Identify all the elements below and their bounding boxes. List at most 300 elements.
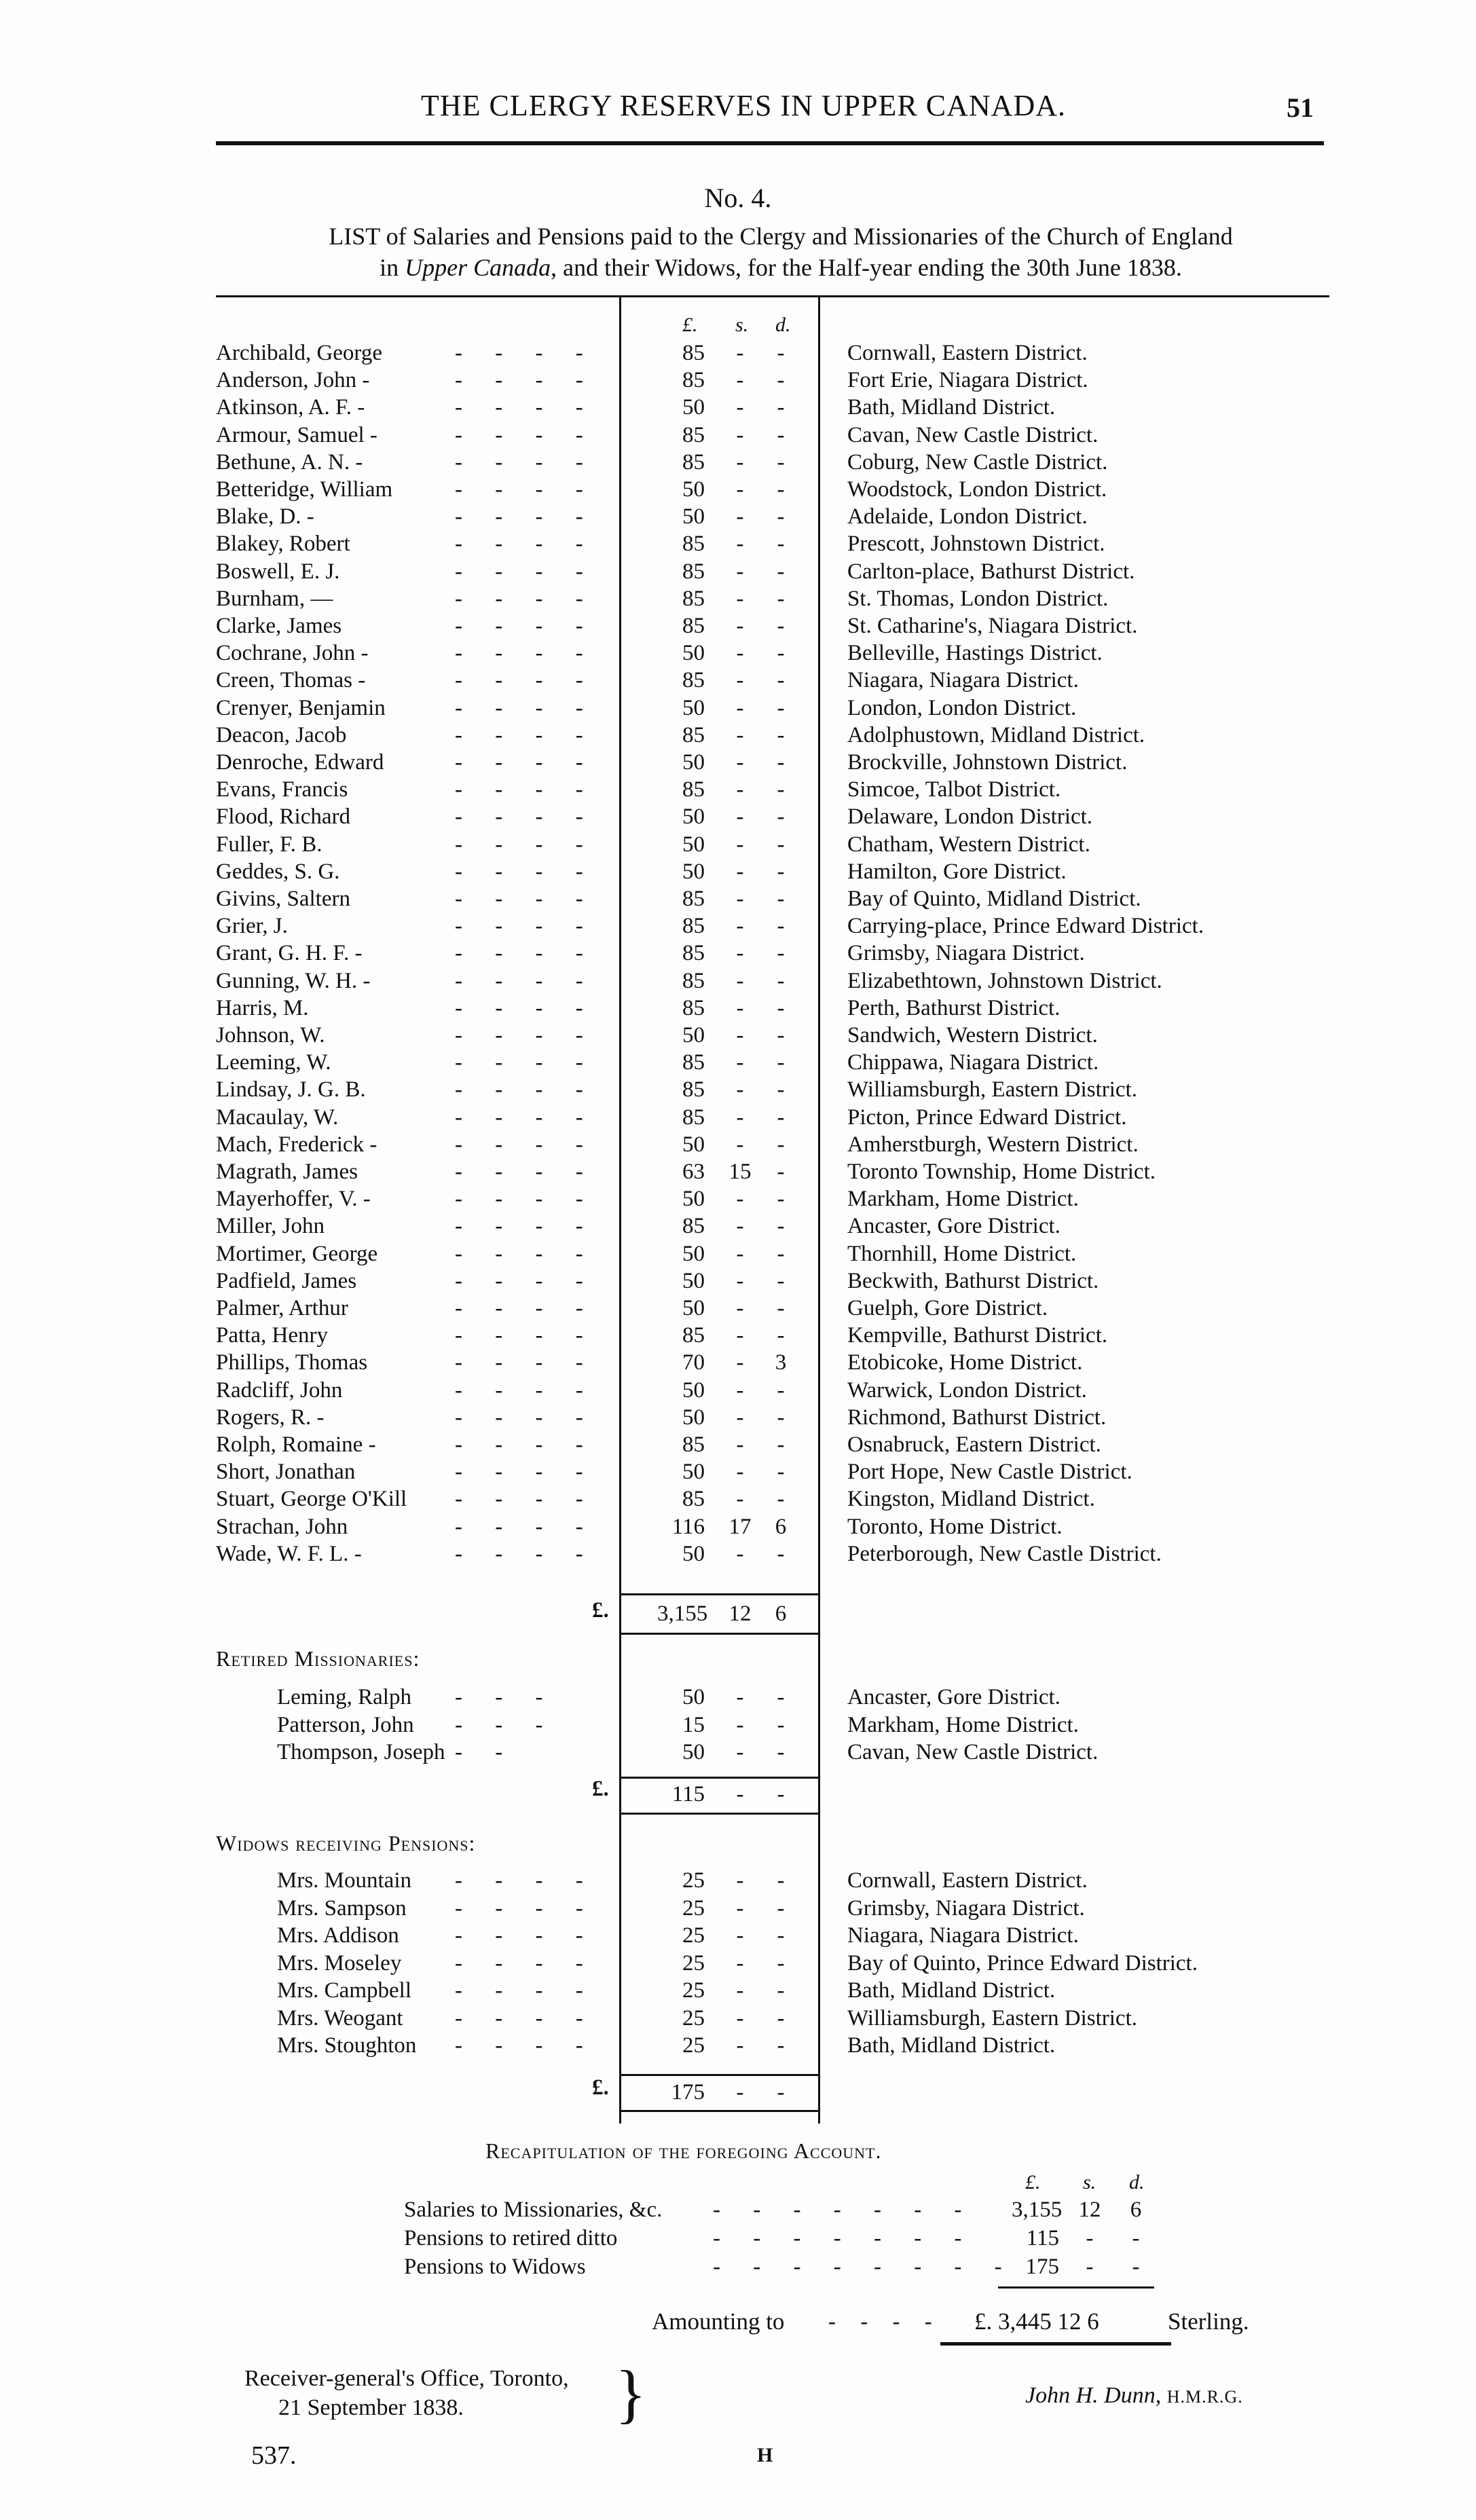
signature: John H. Dunn, H.M.R.G. [1025,2383,1243,2408]
clergy-row-shillings: - [736,614,744,638]
clergy-row-pounds: 85 [682,968,705,993]
clergy-row-pence: - [777,1405,785,1430]
clergy-row-dots: - - - - [455,1487,597,1512]
clergy-row-pounds: 50 [682,1132,705,1157]
clergy-row-name: Denroche, Edward [216,750,384,775]
clergy-row-place: Simcoe, Talbot District. [847,777,1061,802]
clergy-row-pence: - [777,1541,785,1566]
clergy-row-pounds: 50 [682,1187,705,1212]
clergy-row-name: Rogers, R. - [216,1405,325,1430]
widow-row-pence: - [777,1923,785,1948]
clergy-row-name: Padfield, James [216,1268,357,1293]
clergy-row-place: Delaware, London District. [847,804,1093,830]
clergy-row-shillings: 15 [728,1160,752,1184]
recap-row-pounds: 115 [1026,2226,1059,2250]
clergy-row-shillings: - [736,968,744,993]
widows-total-pounds: 175 [671,2080,705,2105]
retired-row-place: Cavan, New Castle District. [847,1740,1099,1764]
clergy-row-shillings: - [736,1432,744,1457]
clergy-row-dots: - - - - [455,722,597,747]
clergy-row-pence: - [777,477,785,502]
clergy-row-shillings: - [736,1214,744,1239]
clergy-row-shillings: - [736,1187,744,1212]
clergy-row-pence: - [777,859,785,884]
clergy-row-shillings: - [736,1541,744,1566]
clergy-row-shillings: - [736,859,744,884]
recap-row-pence: - [1132,2255,1140,2279]
clergy-row-pence: - [777,532,785,557]
clergy-row-name: Mortimer, George [216,1241,378,1266]
clergy-row-pence: - [777,804,785,830]
clergy-row-shillings: - [736,1077,744,1102]
clergy-row-place: Perth, Bathurst District. [847,995,1060,1020]
clergy-total-symbol: £. [592,1598,609,1623]
retired-row-dots: - - [455,1740,517,1764]
clergy-row-name: Flood, Richard [216,804,350,830]
signature-title: H.M.R.G. [1166,2387,1243,2407]
widows-total-pence: - [777,2080,785,2105]
clergy-row-place: Grimsby, Niagara District. [847,941,1085,966]
widow-row-dots: - - - - [455,1950,597,1976]
clergy-row-shillings: - [736,1105,744,1130]
caption-line-1: LIST of Salaries and Pensions paid to the Clergy and Missionaries of the Church of England [329,223,1233,250]
clergy-row-pounds: 85 [682,914,705,939]
clergy-row-name: Creen, Thomas - [216,668,366,693]
clergy-row-name: Crenyer, Benjamin [216,695,386,720]
clergy-row-pounds: 85 [682,586,705,611]
clergy-row-name: Johnson, W. [216,1023,325,1048]
clergy-row-pounds: 50 [682,477,705,502]
clergy-row-shillings: - [736,1132,744,1157]
clergy-row-shillings: - [736,1050,744,1075]
clergy-row-place: Coburg, New Castle District. [847,449,1108,475]
clergy-row-pounds: 70 [682,1350,705,1375]
clergy-row-dots: - - - - [455,1050,597,1075]
clergy-row-pence: - [777,422,785,447]
clergy-row-name: Anderson, John - [216,368,370,393]
clergy-row-place: Fort Erie, Niagara District. [847,368,1088,393]
clergy-row-shillings: - [736,504,744,530]
clergy-row-dots: - - - - [455,1541,597,1566]
recap-row-name: Salaries to Missionaries, &c. [404,2198,663,2222]
widow-row-shillings: - [736,1868,744,1893]
clergy-row-pence: - [777,614,785,638]
widow-row-pounds: 25 [682,1895,705,1921]
clergy-row-pence: - [777,1187,785,1212]
clergy-row-dots: - - - - [455,504,597,530]
clergy-row-shillings: - [736,832,744,857]
clergy-row-dots: - - - - [455,1460,597,1485]
clergy-row-name: Boswell, E. J. [216,559,340,584]
clergy-total-pounds: 3,155 [657,1601,708,1626]
signature-mark: H [757,2444,773,2466]
clergy-row-pounds: 50 [682,1541,705,1566]
clergy-row-pounds: 85 [682,532,705,557]
currency-label: Sterling. [1168,2308,1249,2335]
clergy-row-shillings: - [736,1350,744,1375]
clergy-row-place: Richmond, Bathurst District. [847,1405,1107,1430]
recap-heading: Recapitulation of the foregoing Account. [485,2138,882,2163]
clergy-row-pence: - [777,1460,785,1485]
widow-row-pence: - [777,2005,785,2031]
page-number: 51 [1287,92,1314,123]
clergy-row-pounds: 85 [682,559,705,584]
clergy-row-pence: - [777,368,785,393]
clergy-row-pence: - [777,1241,785,1266]
clergy-row-dots: - - - - [455,1405,597,1430]
clergy-row-place: Port Hope, New Castle District. [847,1460,1132,1485]
widow-row-shillings: - [736,1950,744,1976]
clergy-row-name: Short, Jonathan [216,1460,356,1485]
clergy-row-place: Osnabruck, Eastern District. [847,1432,1101,1457]
clergy-row-dots: - - - - [455,368,597,393]
clergy-row-dots: - - - - [455,1514,597,1539]
clergy-row-place: Carlton-place, Bathurst District. [847,559,1135,584]
widow-row-place: Bay of Quinto, Prince Edward District. [847,1950,1198,1976]
widow-row-dots: - - - - [455,2005,597,2031]
table-top-rule [216,295,1329,297]
clergy-row-dots: - - - - [455,941,597,966]
clergy-row-pence: - [777,559,785,584]
clergy-row-name: Mach, Frederick - [216,1132,377,1157]
recap-row-pence: 6 [1130,2198,1142,2222]
amounting-dots: - - - - [828,2310,942,2334]
clergy-row-dots: - - - - [455,1214,597,1239]
clergy-row-pence: - [777,832,785,857]
clergy-row-pounds: 85 [682,777,705,802]
clergy-row-name: Geddes, S. G. [216,859,340,884]
clergy-row-shillings: - [736,804,744,830]
clergy-row-shillings: - [736,941,744,966]
clergy-row-pence: 6 [775,1514,787,1539]
clergy-row-dots: - - - - [455,1323,597,1348]
clergy-row-place: Sandwich, Western District. [847,1023,1098,1048]
clergy-row-name: Blake, D. - [216,504,314,530]
clergy-row-name: Bethune, A. N. - [216,449,363,475]
clergy-row-dots: - - - - [455,968,597,993]
column-rule-left [619,297,621,2124]
recap-row-pence: - [1132,2226,1140,2250]
recap-row-shillings: - [1086,2226,1094,2250]
retired-total-shillings: - [736,1782,744,1806]
clergy-row-name: Rolph, Romaine - [216,1432,376,1457]
clergy-row-dots: - - - - [455,1350,597,1375]
clergy-row-name: Strachan, John [216,1514,348,1539]
recap-pounds-header: £. [1025,2171,1041,2193]
clergy-row-pence: - [777,722,785,747]
clergy-row-pence: - [777,395,785,420]
recap-row-dots: - - - - - - - [713,2226,976,2250]
brace-icon: } [615,2357,647,2430]
clergy-row-pence: - [777,1214,785,1239]
clergy-row-name: Armour, Samuel - [216,422,377,447]
clergy-row-shillings: - [736,1405,744,1430]
clergy-row-name: Magrath, James [216,1160,358,1184]
clergy-row-dots: - - - - [455,614,597,638]
clergy-row-dots: - - - - [455,395,597,420]
clergy-row-shillings: - [736,1460,744,1485]
retired-total-pounds: 115 [671,1782,705,1806]
widow-row-pence: - [777,1868,785,1893]
clergy-row-pence: - [777,1023,785,1048]
widow-row-place: Bath, Midland District. [847,1978,1056,2003]
clergy-row-shillings: 17 [728,1514,752,1539]
clergy-row-dots: - - - - [455,695,597,720]
widow-row-shillings: - [736,1895,744,1921]
clergy-row-place: Belleville, Hastings District. [847,641,1103,666]
clergy-row-pence: 3 [775,1350,787,1375]
widow-row-pounds: 25 [682,1978,705,2003]
widow-row-pounds: 25 [682,1923,705,1948]
clergy-row-shillings: - [736,1377,744,1403]
office-line-1: Receiver-general's Office, Toronto, [244,2366,569,2391]
clergy-row-place: Markham, Home District. [847,1187,1079,1212]
retired-total-pence: - [777,1782,785,1806]
clergy-row-dots: - - - - [455,1132,597,1157]
retired-row-name: Patterson, John [277,1712,414,1737]
widow-row-place: Cornwall, Eastern District. [847,1868,1088,1893]
clergy-row-place: Elizabethtown, Johnstown District. [847,968,1162,993]
clergy-row-name: Deacon, Jacob [216,722,347,747]
clergy-row-pence: - [777,1050,785,1075]
clergy-row-shillings: - [736,532,744,557]
clergy-row-shillings: - [736,449,744,475]
clergy-row-pounds: 50 [682,750,705,775]
clergy-row-pounds: 63 [682,1160,705,1184]
recap-subtotal-rule [998,2286,1154,2289]
clergy-row-pounds: 85 [682,1050,705,1075]
widow-row-pounds: 25 [682,2005,705,2031]
clergy-row-name: Macaulay, W. [216,1105,339,1130]
running-title: THE CLERGY RESERVES IN UPPER CANADA. [421,89,1067,122]
clergy-row-place: St. Thomas, London District. [847,586,1109,611]
retired-row-place: Ancaster, Gore District. [847,1685,1060,1709]
office-line-2: 21 September 1838. [278,2395,464,2420]
clergy-row-name: Burnham, — [216,586,333,611]
retired-row-pence: - [777,1712,785,1737]
clergy-row-place: Bath, Midland District. [847,395,1056,420]
retired-row-pence: - [777,1685,785,1709]
clergy-row-dots: - - - - [455,1432,597,1457]
clergy-row-name: Radcliff, John [216,1377,343,1403]
clergy-row-place: Kempville, Bathurst District. [847,1323,1108,1348]
clergy-row-name: Miller, John [216,1214,325,1239]
clergy-row-pounds: 85 [682,422,705,447]
column-rule-right [818,297,820,2124]
clergy-row-pounds: 85 [682,1432,705,1457]
clergy-row-pounds: 50 [682,504,705,530]
clergy-row-name: Atkinson, A. F. - [216,395,365,420]
clergy-row-name: Betteridge, William [216,477,393,502]
retired-row-pence: - [777,1740,785,1764]
sheet-number: 537. [251,2441,297,2470]
grand-total-rule [940,2342,1171,2346]
widow-row-dots: - - - - [455,1868,597,1893]
clergy-row-dots: - - - - [455,532,597,557]
retired-row-pounds: 50 [682,1685,705,1709]
widow-row-shillings: - [736,2005,744,2031]
clergy-row-shillings: - [736,368,744,393]
clergy-row-pence: - [777,641,785,666]
clergy-row-pence: - [777,504,785,530]
clergy-row-pounds: 50 [682,859,705,884]
clergy-row-place: Carrying-place, Prince Edward District. [847,914,1204,939]
clergy-row-shillings: - [736,1023,744,1048]
clergy-row-shillings: - [736,1323,744,1348]
clergy-row-pence: - [777,995,785,1020]
clergy-row-place: Bay of Quinto, Midland District. [847,887,1141,911]
clergy-row-place: Cavan, New Castle District. [847,422,1099,447]
clergy-row-name: Palmer, Arthur [216,1296,348,1320]
clergy-row-pounds: 50 [682,1460,705,1485]
retired-heading: Retired Missionaries: [216,1646,420,1671]
clergy-row-place: Woodstock, London District. [847,477,1107,502]
retired-row-pounds: 50 [682,1740,705,1764]
clergy-row-dots: - - - - [455,804,597,830]
clergy-row-pounds: 50 [682,1377,705,1403]
table-number: No. 4. [704,183,772,213]
clergy-row-dots: - - - - [455,1160,597,1184]
recap-row-shillings: - [1086,2255,1094,2279]
clergy-row-place: Niagara, Niagara District. [847,668,1079,693]
widow-row-dots: - - - - [455,1895,597,1921]
clergy-row-shillings: - [736,477,744,502]
clergy-row-pounds: 85 [682,1077,705,1102]
clergy-row-dots: - - - - [455,559,597,584]
clergy-row-pence: - [777,1132,785,1157]
clergy-row-pounds: 50 [682,804,705,830]
clergy-row-place: Prescott, Johnstown District. [847,532,1105,557]
clergy-row-pence: - [777,1432,785,1457]
header-rule [216,141,1324,145]
clergy-row-shillings: - [736,777,744,802]
clergy-row-name: Givins, Saltern [216,887,350,911]
clergy-row-place: Warwick, London District. [847,1377,1087,1403]
retired-row-dots: - - - [455,1712,557,1737]
clergy-row-pence: - [777,1105,785,1130]
clergy-row-pence: - [777,449,785,475]
caption-line-2: in Upper Canada, and their Widows, for the Half-year ending the 30th June 1838. [380,254,1182,281]
clergy-row-dots: - - - - [455,1296,597,1320]
clergy-row-dots: - - - - [455,1241,597,1266]
clergy-row-name: Grant, G. H. F. - [216,941,363,966]
clergy-row-dots: - - - - [455,1077,597,1102]
clergy-row-name: Blakey, Robert [216,532,350,557]
recap-row-pounds: 3,155 [1012,2198,1063,2222]
clergy-row-dots: - - - - [455,1377,597,1403]
clergy-row-shillings: - [736,750,744,775]
clergy-row-shillings: - [736,995,744,1020]
widows-total-symbol: £. [592,2075,609,2100]
clergy-row-place: Guelph, Gore District. [847,1296,1048,1320]
clergy-row-name: Archibald, George [216,341,382,365]
clergy-row-pence: - [777,1487,785,1512]
clergy-row-place: Toronto, Home District. [847,1514,1063,1539]
clergy-row-shillings: - [736,1296,744,1320]
clergy-row-pounds: 50 [682,1405,705,1430]
retired-row-dots: - - - [455,1685,557,1709]
clergy-row-shillings: - [736,395,744,420]
clergy-row-dots: - - - - [455,422,597,447]
retired-row-pounds: 15 [682,1712,705,1737]
retired-row-shillings: - [736,1712,744,1737]
clergy-row-dots: - - - - [455,777,597,802]
clergy-row-pounds: 50 [682,641,705,666]
clergy-row-dots: - - - - [455,995,597,1020]
clergy-row-pence: - [777,887,785,911]
clergy-row-pence: - [777,750,785,775]
clergy-row-place: Peterborough, New Castle District. [847,1541,1162,1566]
widow-row-dots: - - - - [455,2033,597,2058]
recap-pence-header: d. [1129,2171,1145,2193]
clergy-row-shillings: - [736,887,744,911]
clergy-row-pounds: 85 [682,449,705,475]
clergy-row-pounds: 116 [671,1514,705,1539]
amounting-label: Amounting to [652,2308,785,2335]
widow-row-name: Mrs. Campbell [277,1978,411,2003]
clergy-row-pounds: 85 [682,1487,705,1512]
retired-row-shillings: - [736,1685,744,1709]
clergy-row-place: Etobicoke, Home District. [847,1350,1083,1375]
clergy-row-shillings: - [736,341,744,365]
clergy-row-pounds: 85 [682,1105,705,1130]
clergy-row-pounds: 85 [682,1323,705,1348]
clergy-row-dots: - - - - [455,887,597,911]
clergy-row-place: Picton, Prince Edward District. [847,1105,1127,1130]
clergy-row-dots: - - - - [455,859,597,884]
widow-row-shillings: - [736,1923,744,1948]
clergy-total-shillings: 12 [728,1601,752,1626]
clergy-row-place: Adelaide, London District. [847,504,1088,530]
widow-row-pence: - [777,2033,785,2058]
widow-row-pounds: 25 [682,1950,705,1976]
clergy-row-pence: - [777,941,785,966]
widow-row-place: Bath, Midland District. [847,2033,1056,2058]
widow-row-name: Mrs. Weogant [277,2005,403,2031]
clergy-row-pence: - [777,968,785,993]
clergy-row-shillings: - [736,641,744,666]
widow-row-name: Mrs. Addison [277,1923,399,1948]
table-caption [210,221,1351,283]
clergy-row-pence: - [777,1377,785,1403]
clergy-row-name: Leeming, W. [216,1050,331,1075]
clergy-row-pence: - [777,668,785,693]
retired-row-shillings: - [736,1740,744,1764]
clergy-row-pence: - [777,1323,785,1348]
clergy-row-place: Kingston, Midland District. [847,1487,1095,1512]
clergy-row-shillings: - [736,1268,744,1293]
clergy-row-place: Adolphustown, Midland District. [847,722,1145,747]
clergy-row-name: Grier, J. [216,914,288,939]
widow-row-dots: - - - - [455,1923,597,1948]
clergy-row-dots: - - - - [455,449,597,475]
clergy-row-dots: - - - - [455,641,597,666]
clergy-row-pounds: 85 [682,668,705,693]
clergy-row-place: Williamsburgh, Eastern District. [847,1077,1137,1102]
recap-row-name: Pensions to Widows [404,2255,586,2279]
clergy-row-name: Fuller, F. B. [216,832,322,857]
pence-header: d. [775,314,791,336]
widow-row-name: Mrs. Sampson [277,1895,407,1921]
clergy-row-pence: - [777,341,785,365]
recap-row-dots: - - - - - - - [713,2198,976,2222]
widow-row-place: Grimsby, Niagara District. [847,1895,1085,1921]
clergy-row-name: Cochrane, John - [216,641,369,666]
clergy-row-dots: - - - - [455,750,597,775]
recap-row-pounds: 175 [1025,2255,1059,2279]
clergy-row-pounds: 85 [682,887,705,911]
clergy-row-place: Hamilton, Gore District. [847,859,1067,884]
